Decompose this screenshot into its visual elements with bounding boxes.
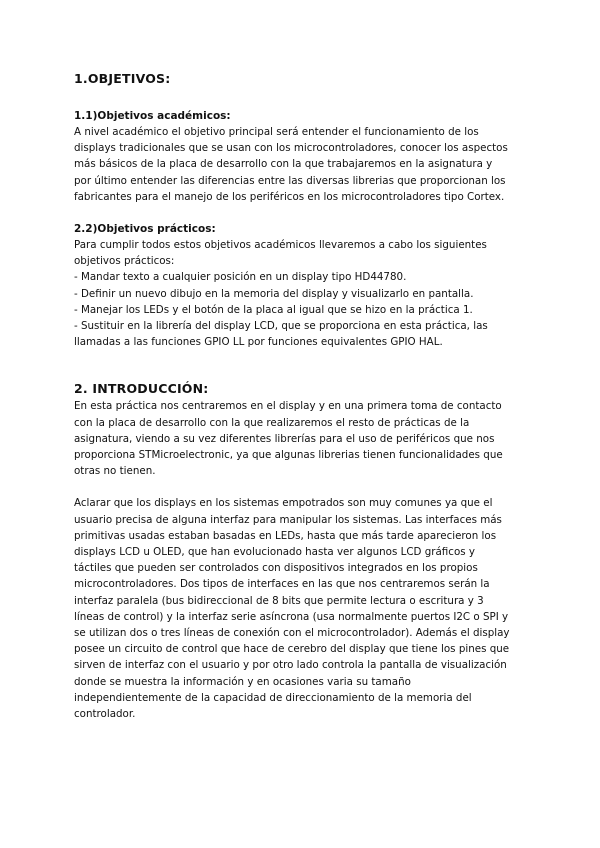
section-1-title: 1.OBJETIVOS:: [74, 71, 171, 86]
introduction-paragraph-1: [74, 398, 534, 479]
text-line: interfaz paralela (bus bidireccional de 8 bits que permite lectura o escritura y 3: [74, 594, 484, 607]
text-line: primitivas usadas estaban basadas en LEDs, hasta que más tarde aparecieron los: [74, 529, 497, 542]
text-line: líneas de control) y la interfaz serie asíncrona (usa normalmente puertos I2C o SPI y: [74, 610, 509, 623]
text-line: A nivel académico el objetivo principal será entender el funcionamiento de los: [74, 126, 479, 138]
text-line: táctiles que pueden ser controlados con dispositivos integrados en los propios: [74, 562, 478, 575]
document-page: [74, 70, 534, 722]
subsection-1-1-title: 1.1)Objetivos académicos:: [74, 110, 231, 122]
list-item: - Sustituir en la librería del display LCD, que se proporciona en esta práctica, las: [74, 320, 488, 333]
text-line: displays LCD u OLED, que han evolucionado hasta ver algunos LCD gráficos y: [74, 546, 475, 559]
text-line: proporciona STMicroelectronic, ya que algunas librerias tienen funcionalidades que: [74, 449, 503, 462]
text-line: sirven de interfaz con el usuario y por otro lado controla la pantalla de visualización: [74, 659, 507, 672]
text-line: En esta práctica nos centraremos en el display y en una primera toma de contacto: [74, 400, 502, 413]
list-item: - Mandar texto a cualquier posición en un display tipo HD44780.: [74, 271, 407, 284]
subsection-2-2-title: 2.2)Objetivos prácticos:: [74, 223, 216, 236]
introduction-paragraph-2: [74, 495, 534, 722]
practical-objectives-paragraph: [74, 237, 534, 350]
text-line: se utilizan dos o tres líneas de conexión con el microcontrolador). Además el display: [74, 627, 510, 640]
text-line: controlador.: [74, 708, 136, 721]
text-line: por último entender las diferencias entre las diversas librerias que proporcionan los: [74, 174, 506, 187]
text-line: Para cumplir todos estos objetivos académicos llevaremos a cabo los siguientes: [74, 239, 487, 252]
text-line: Aclarar que los displays en los sistemas empotrados son muy comunes ya que el: [74, 497, 493, 510]
text-line: más básicos de la placa de desarrollo con la que trabajaremos en la asignatura y: [74, 158, 493, 171]
text-line: asignatura, viendo a su vez diferentes librerías para el uso de periféricos que nos: [74, 432, 495, 445]
text-line: llamadas a las funciones GPIO LL por funciones equivalentes GPIO HAL.: [74, 336, 443, 349]
text-line: objetivos prácticos:: [74, 255, 175, 268]
text-line: independientemente de la capacidad de direccionamiento de la memoria del: [74, 691, 472, 704]
text-line: displays tradicionales que se usan con los microcontroladores, conocer los aspectos: [74, 142, 508, 155]
text-line: otras no tienen.: [74, 465, 156, 478]
text-line: posee un circuito de control que hace de cerebro del display que tiene los pines que: [74, 643, 510, 656]
list-item: - Manejar los LEDs y el botón de la placa al igual que se hizo en la práctica 1.: [74, 303, 473, 316]
text-line: microcontroladores. Dos tipos de interfaces en las que nos centraremos serán la: [74, 578, 490, 591]
list-item: - Definir un nuevo dibujo en la memoria del display y visualizarlo en pantalla.: [74, 287, 474, 300]
text-line: con la placa de desarrollo con la que realizaremos el resto de prácticas de la: [74, 416, 470, 429]
text-line: fabricantes para el manejo de los periféricos en los microcontroladores tipo Cortex.: [74, 190, 505, 203]
text-line: donde se muestra la información y en ocasiones varia su tamaño: [74, 675, 411, 688]
text-line: usuario precisa de alguna interfaz para manipular los sistemas. Las interfaces más: [74, 513, 502, 526]
section-2-title: 2. INTRODUCCIÓN:: [74, 381, 209, 397]
academic-objectives-paragraph: [74, 124, 534, 205]
